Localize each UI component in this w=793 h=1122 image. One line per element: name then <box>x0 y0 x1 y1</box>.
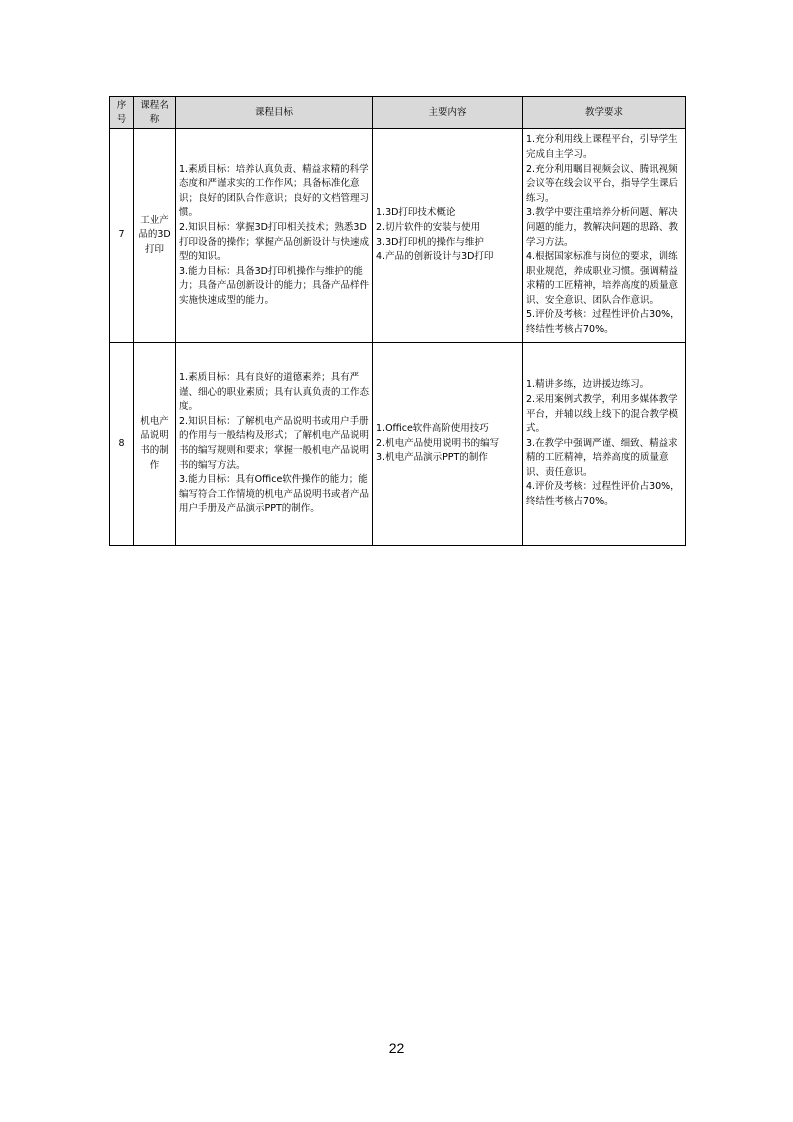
course-table <box>109 96 686 546</box>
goal-item: 2.知识目标：掌握3D打印相关技术；熟悉3D打印设备的操作；掌握产品创新设计与快速成型的知识。 <box>179 221 370 263</box>
content-item: 1.Office软件高阶使用技巧 <box>376 423 489 435</box>
goal-item: 3.能力目标：具备3D打印机操作与维护的能力；具备产品创新设计的能力；具备产品样件实施快速成型的能力。 <box>179 265 370 306</box>
row-number: 7 <box>110 129 134 343</box>
req-item: 4.评价及考核：过程性评价占30%，终结性考核占70%。 <box>526 481 680 508</box>
header-content: 主要内容 <box>373 97 523 129</box>
course-goals <box>176 129 373 343</box>
teaching-requirements <box>523 343 686 546</box>
req-item: 2.充分利用瞩目视频会议、腾讯视频会议等在线会议平台，指导学生课后练习。 <box>526 163 679 204</box>
table-row <box>110 129 686 343</box>
content-item: 3.机电产品演示PPT的制作 <box>376 452 488 464</box>
req-item: 2.采用案例式教学，利用多媒体教学平台，并辅以线上线下的混合教学模式。 <box>526 393 679 435</box>
header-num: 序号 <box>110 97 134 129</box>
teaching-requirements <box>523 129 686 343</box>
req-item: 1.精讲多练，边讲援边练习。 <box>526 379 650 391</box>
header-req: 教学要求 <box>523 97 686 129</box>
main-content <box>373 129 523 343</box>
content-item: 2.机电产品使用说明书的编写 <box>376 437 500 449</box>
course-goals <box>176 343 373 546</box>
content-item: 3.3D打印机的操作与维护 <box>376 236 484 248</box>
goal-item: 3.能力目标：具有Office软件操作的能力；能编写符合工作情境的机电产品说明书或者产品用户手册及产品演示PPT的制作。 <box>179 474 370 515</box>
req-item: 1.充分利用线上课程平台，引导学生完成自主学习。 <box>526 134 678 160</box>
req-item: 4.根据国家标准与岗位的要求，训练职业规范，养成职业习惯。强调精益求精的工匠精神，培养高度的质量意识、安全意识、团队合作意识。 <box>526 251 679 306</box>
header-row <box>110 97 686 129</box>
content-item: 1.3D打印技术概论 <box>376 207 456 219</box>
goal-item: 1.素质目标：具有良好的道德素养；具有严谨、细心的职业素质；具有认真负责的工作态度。 <box>179 372 370 413</box>
goal-item: 1.素质目标：培养认真负责、精益求精的科学态度和严谨求实的工作作风；具备标准化意识；良好的团队合作意识；良好的文档管理习惯。 <box>179 163 370 219</box>
header-goal: 课程目标 <box>176 97 373 129</box>
header-name: 课程名称 <box>134 97 176 129</box>
row-number: 8 <box>110 343 134 546</box>
req-item: 5.评价及考核：过程性评价占30%，终结性考核占70%。 <box>526 309 680 336</box>
page-number: 22 <box>388 1040 405 1056</box>
req-item: 3.在教学中强调严谨、细致、精益求精的工匠精神，培养高度的质量意识、责任意识。 <box>526 437 678 478</box>
course-name: 工业产品的3D打印 <box>134 129 176 343</box>
goal-item: 2.知识目标：了解机电产品说明书或用户手册的作用与一般结构及形式；了解机电产品说明书的编写规则和要求；掌握一般机电产品说明书的编写方法。 <box>179 415 370 471</box>
content-item: 2.切片软件的安装与使用 <box>376 221 481 233</box>
table-row <box>110 343 686 546</box>
course-name: 机电产品说明书的制作 <box>134 343 176 546</box>
main-content <box>373 343 523 546</box>
req-item: 3.教学中要注重培养分析问题、解决问题的能力，教解决问题的思路、教学习方法。 <box>526 207 679 248</box>
content-item: 4.产品的创新设计与3D打印 <box>376 251 494 263</box>
